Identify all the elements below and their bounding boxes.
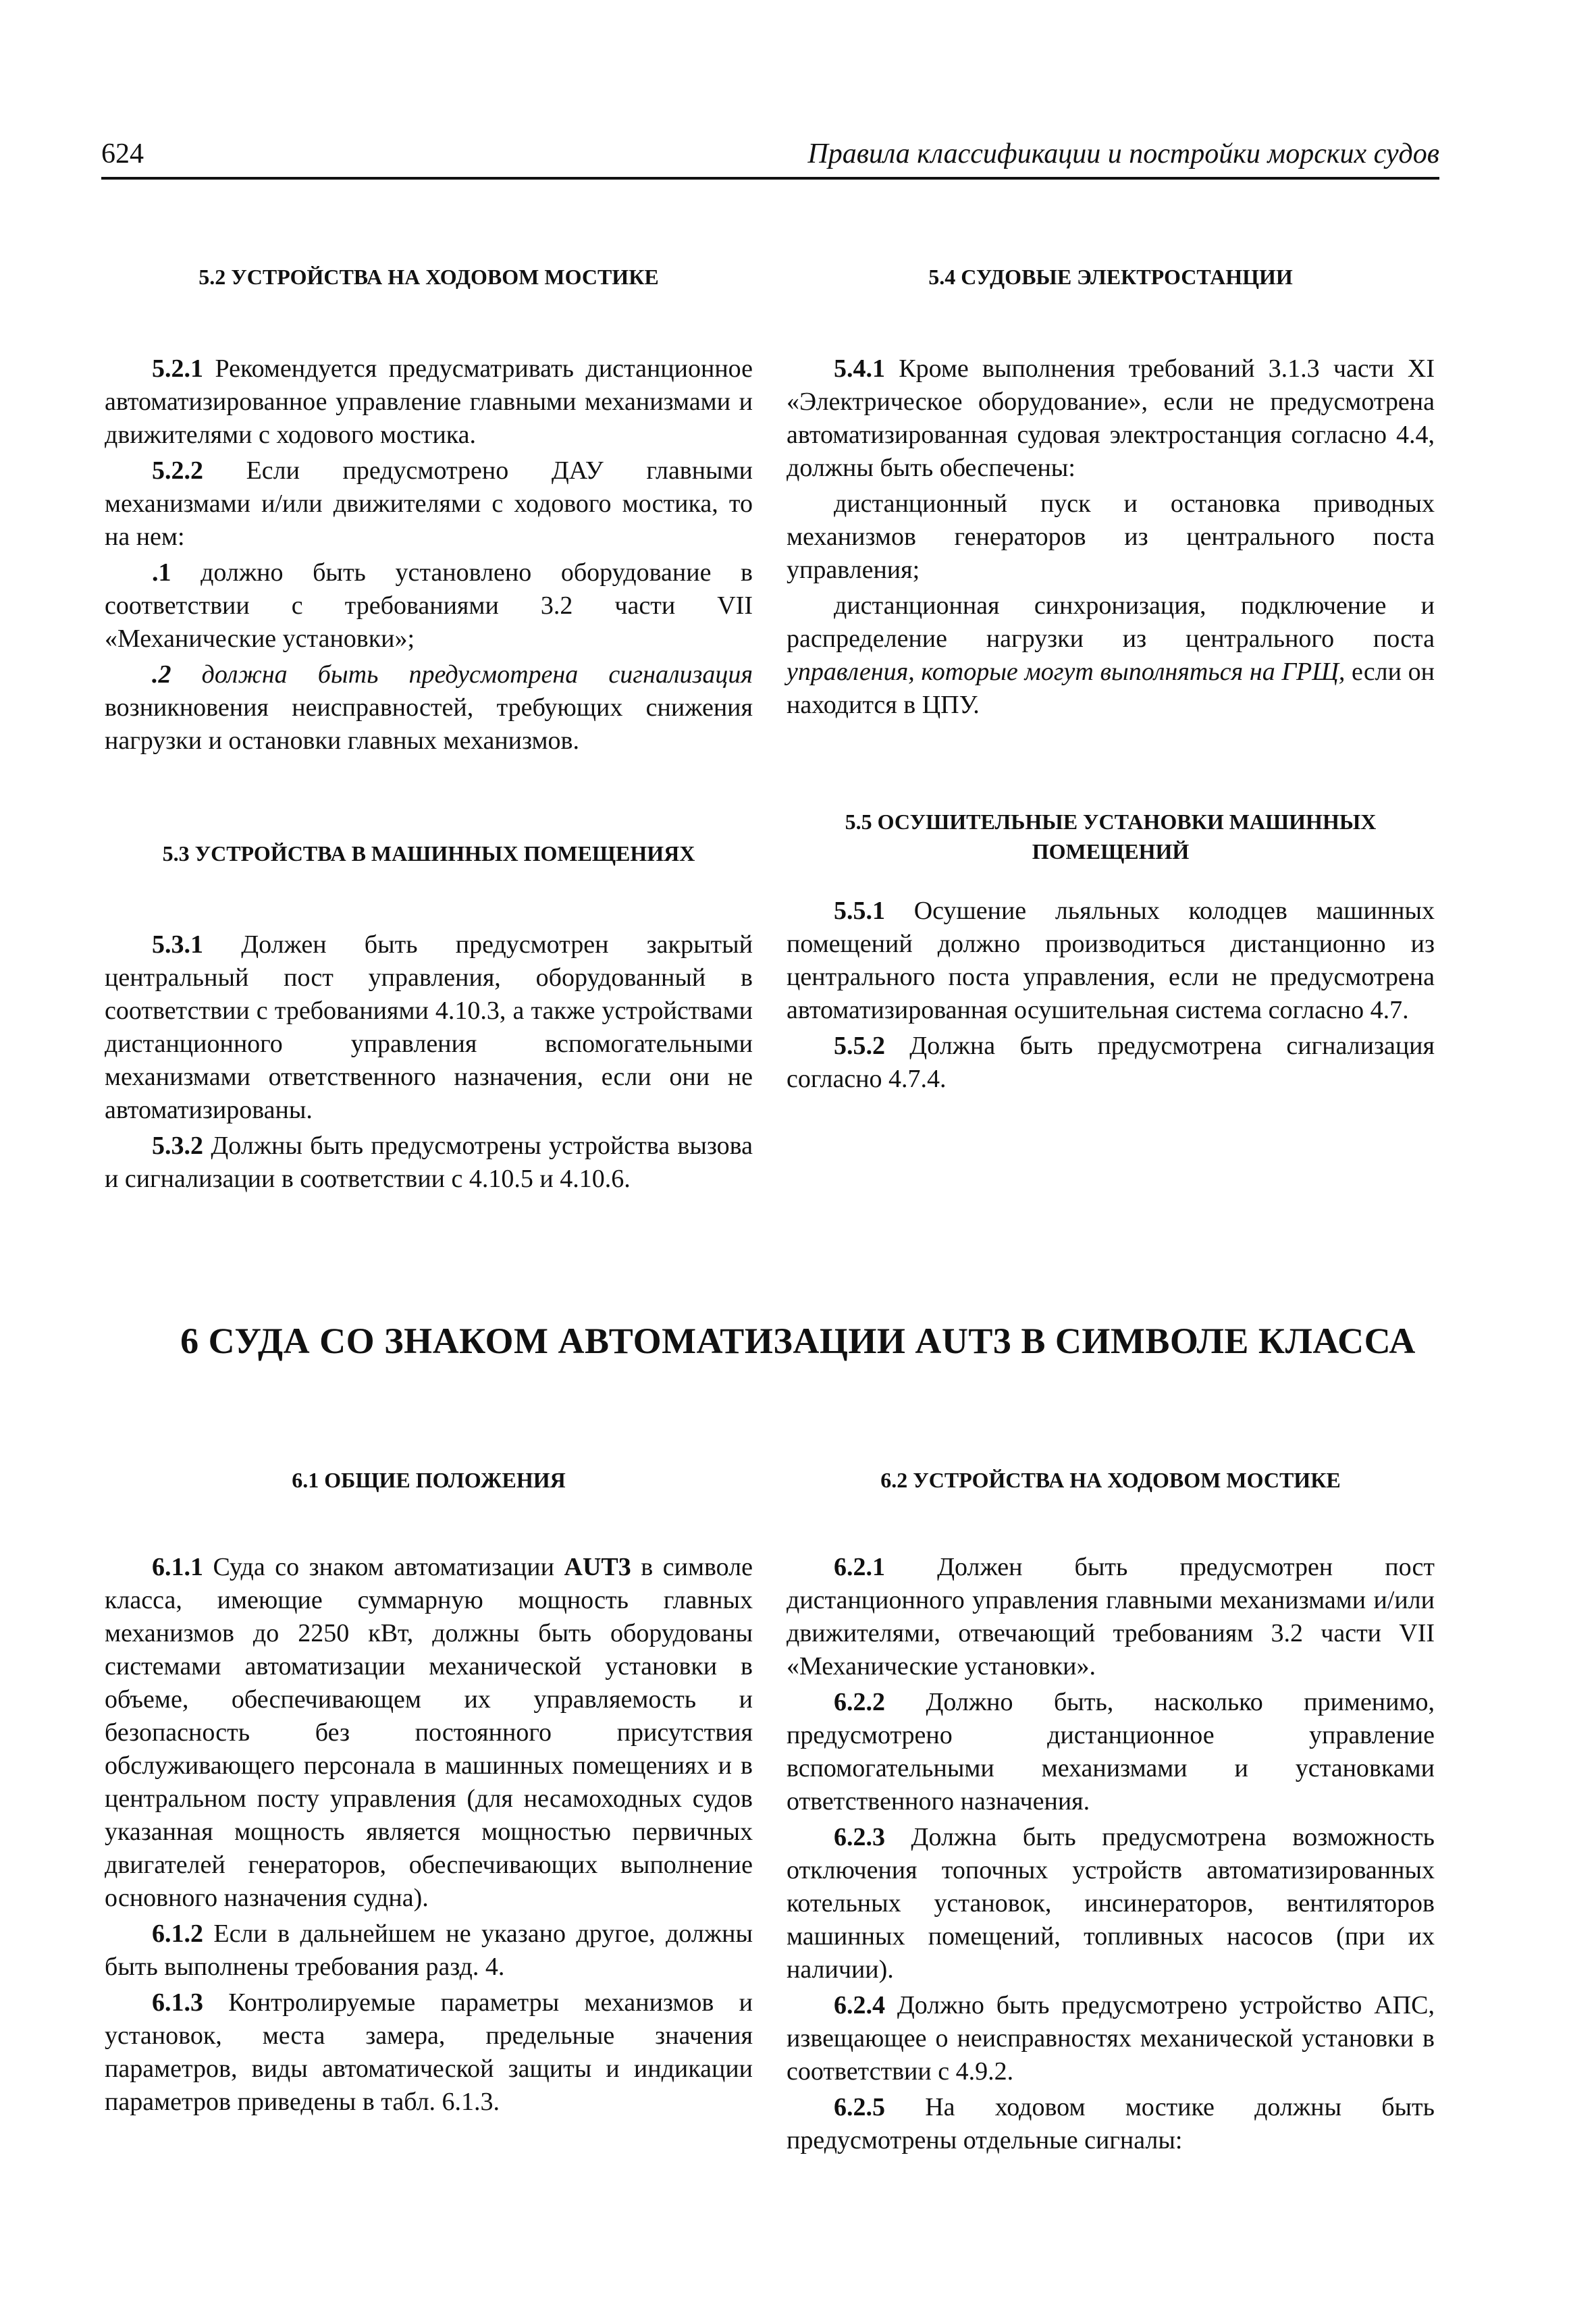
paragraph-number: 5.4.1	[834, 354, 885, 383]
section-5-3-body	[105, 928, 753, 1196]
paragraph-5-2-1	[105, 352, 753, 452]
paragraph-6-1-1	[105, 1551, 753, 1915]
paragraph-text: Если предусмотрено ДАУ главными механизмами и/или движителями с ходового мостика, то на нем:	[105, 456, 753, 551]
paragraph-number: 6.2.4	[834, 1991, 885, 2019]
section-6-1-body	[105, 1551, 753, 2119]
paragraph-text: Если в дальнейшем не указано другое, должны быть выполнены требования разд. 4.	[105, 1920, 753, 1981]
paragraph-6-2-1	[787, 1551, 1435, 1683]
paragraph-5-5-2	[787, 1030, 1435, 1096]
list-item-text-italic: должна быть предусмотрена сигнализация	[171, 660, 753, 689]
paragraph-text: Должно быть предусмотрено устройство АПС, извещающее о неисправностях механической установки в соответствии с 4.9.2.	[787, 1991, 1435, 2086]
section-5-4-body	[787, 352, 1435, 722]
paragraph-number: 6.1.3	[152, 1988, 203, 2017]
paragraph-5-5-1	[787, 895, 1435, 1027]
paragraph-number: 6.1.1	[152, 1553, 203, 1581]
list-item-number: .1	[152, 558, 171, 587]
section-heading-5-2: 5.2 УСТРОЙСТВА НА ХОДОВОМ МОСТИКЕ	[198, 265, 659, 289]
paragraph-text: На ходовом мостике должны быть предусмотрены отдельные сигналы:	[787, 2093, 1435, 2154]
paragraph-number: 5.3.2	[152, 1132, 203, 1160]
paragraph-number: 5.2.2	[152, 456, 203, 485]
list-item-2	[105, 658, 753, 758]
paragraph-text-tail: если он находится в ЦПУ.	[787, 658, 1435, 719]
section-5-2-body	[105, 352, 753, 758]
paragraph-number: 6.2.1	[834, 1553, 885, 1581]
paragraph-number: 6.2.5	[834, 2093, 885, 2121]
section-heading-6-2: 6.2 УСТРОЙСТВА НА ХОДОВОМ МОСТИКЕ	[880, 1468, 1341, 1492]
paragraph-5-4-remote-start: дистанционный пуск и остановка приводных механизмов генераторов из центрального поста управления;	[787, 490, 1435, 584]
paragraph-text: Должно быть, насколько применимо, предусмотрено дистанционное управление вспомогательными механизмами и установками ответственного назначения.	[787, 1688, 1435, 1816]
paragraph-text: Должен быть предусмотрен пост дистанционного управления главными механизмами и/или движителями, отвечающий требованиям 3.2 части VII «Механические установки».	[787, 1553, 1435, 1681]
paragraph-number: 5.2.1	[152, 354, 203, 383]
chapter-title: 6 СУДА СО ЗНАКОМ АВТОМАТИЗАЦИИ AUT3 В СИМВОЛЕ КЛАССА	[180, 1321, 1416, 1361]
paragraph-text: Должна быть предусмотрена возможность отключения топочных устройств автоматизированных котельных установок, инсинераторов, вентиляторов машинных помещений, топливных насосов (при их наличии).	[787, 1823, 1435, 1984]
paragraph-number: 6.2.2	[834, 1688, 885, 1716]
paragraph-6-1-2	[105, 1918, 753, 1984]
list-item-1	[105, 556, 753, 656]
paragraph-text: дистанционная синхронизация, подключение и распределение нагрузки из центрального поста	[787, 591, 1435, 653]
paragraph-text: Кроме выполнения требований 3.1.3 части XI «Электрическое оборудование», если не предусмотрена автоматизированная судовая электростанция согласно 4.4, должны быть обеспечены:	[787, 354, 1435, 482]
paragraph-text-continued: в символе класса, имеющие суммарную мощность главных механизмов до 2250 кВт, должны быть оборудованы системами автоматизации механической установки в объеме, обеспечивающем их управляемость и безопасность без постоянного присутствия обслуживающего персонала в машинных помещениях и в центральном посту управления (для несамоходных судов указанная мощность является мощностью первичных двигателей генераторов, обеспечивающих выполнение основного назначения судна).	[105, 1553, 753, 1912]
paragraph-6-2-3	[787, 1821, 1435, 1986]
list-item-number: .2	[152, 660, 171, 689]
list-item-text: возникновения неисправностей, требующих снижения нагрузки и остановки главных механизмов.	[105, 693, 753, 755]
class-notation-aut3: AUT3	[564, 1553, 631, 1581]
paragraph-text: Должны быть предусмотрены устройства вызова и сигнализации в соответствии с 4.10.5 и 4.10.6.	[105, 1132, 753, 1193]
paragraph-6-1-3	[105, 1986, 753, 2119]
paragraph-number: 5.5.2	[834, 1032, 885, 1060]
paragraph-text: Суда со знаком автоматизации	[203, 1553, 564, 1581]
section-heading-5-5: 5.5 ОСУШИТЕЛЬНЫЕ УСТАНОВКИ МАШИННЫХ ПОМЕЩЕНИЙ	[845, 810, 1377, 864]
paragraph-text-italic: управления, которые могут выполняться на ГРЩ,	[787, 658, 1346, 686]
paragraph-6-2-2	[787, 1686, 1435, 1818]
paragraph-5-4-1	[787, 352, 1435, 485]
paragraph-text: Должна быть предусмотрена сигнализация согласно 4.7.4.	[787, 1032, 1435, 1093]
section-heading-5-4: 5.4 СУДОВЫЕ ЭЛЕКТРОСТАНЦИИ	[928, 265, 1293, 289]
paragraph-5-3-2	[105, 1130, 753, 1196]
paragraph-number: 5.3.1	[152, 930, 203, 959]
paragraph-text: Рекомендуется предусматривать дистанционное автоматизированное управление главными механизмами и движителями с ходового мостика.	[105, 354, 753, 449]
paragraph-text: Должен быть предусмотрен закрытый центральный пост управления, оборудованный в соответствии с требованиями 4.10.3, а также устройствами дистанционного управления вспомогательными механизмами ответственного назначения, если они не автоматизированы.	[105, 930, 753, 1124]
section-heading-5-3: 5.3 УСТРОЙСТВА В МАШИННЫХ ПОМЕЩЕНИЯХ	[162, 841, 695, 866]
running-title: Правила классификации и постройки морских судов	[807, 138, 1439, 169]
paragraph-6-2-5	[787, 2091, 1435, 2157]
paragraph-number: 5.5.1	[834, 897, 885, 925]
list-item-text: должно быть установлено оборудование в соответствии с требованиями 3.2 части VII «Механические установки»;	[105, 558, 753, 653]
paragraph-5-2-2	[105, 454, 753, 554]
paragraph-6-2-4	[787, 1989, 1435, 2088]
paragraph-number: 6.2.3	[834, 1823, 885, 1851]
section-5-5-body	[787, 895, 1435, 1096]
section-6-2-body	[787, 1551, 1435, 2157]
paragraph-5-4-synchronization	[787, 589, 1435, 722]
paragraph-5-3-1	[105, 928, 753, 1127]
page-header	[101, 135, 1439, 180]
paragraph-text: Контролируемые параметры механизмов и установок, места замера, предельные значения параметров, виды автоматической защиты и индикации параметров приведены в табл. 6.1.3.	[105, 1988, 753, 2116]
section-heading-6-1: 6.1 ОБЩИЕ ПОЛОЖЕНИЯ	[292, 1468, 566, 1492]
paragraph-number: 6.1.2	[152, 1920, 203, 1948]
page-number: 624	[101, 138, 144, 169]
paragraph-text: Осушение льяльных колодцев машинных помещений должно производиться дистанционно из центрального поста управления, если не предусмотрена автоматизированная осушительная система согласно 4.7.	[787, 897, 1435, 1024]
